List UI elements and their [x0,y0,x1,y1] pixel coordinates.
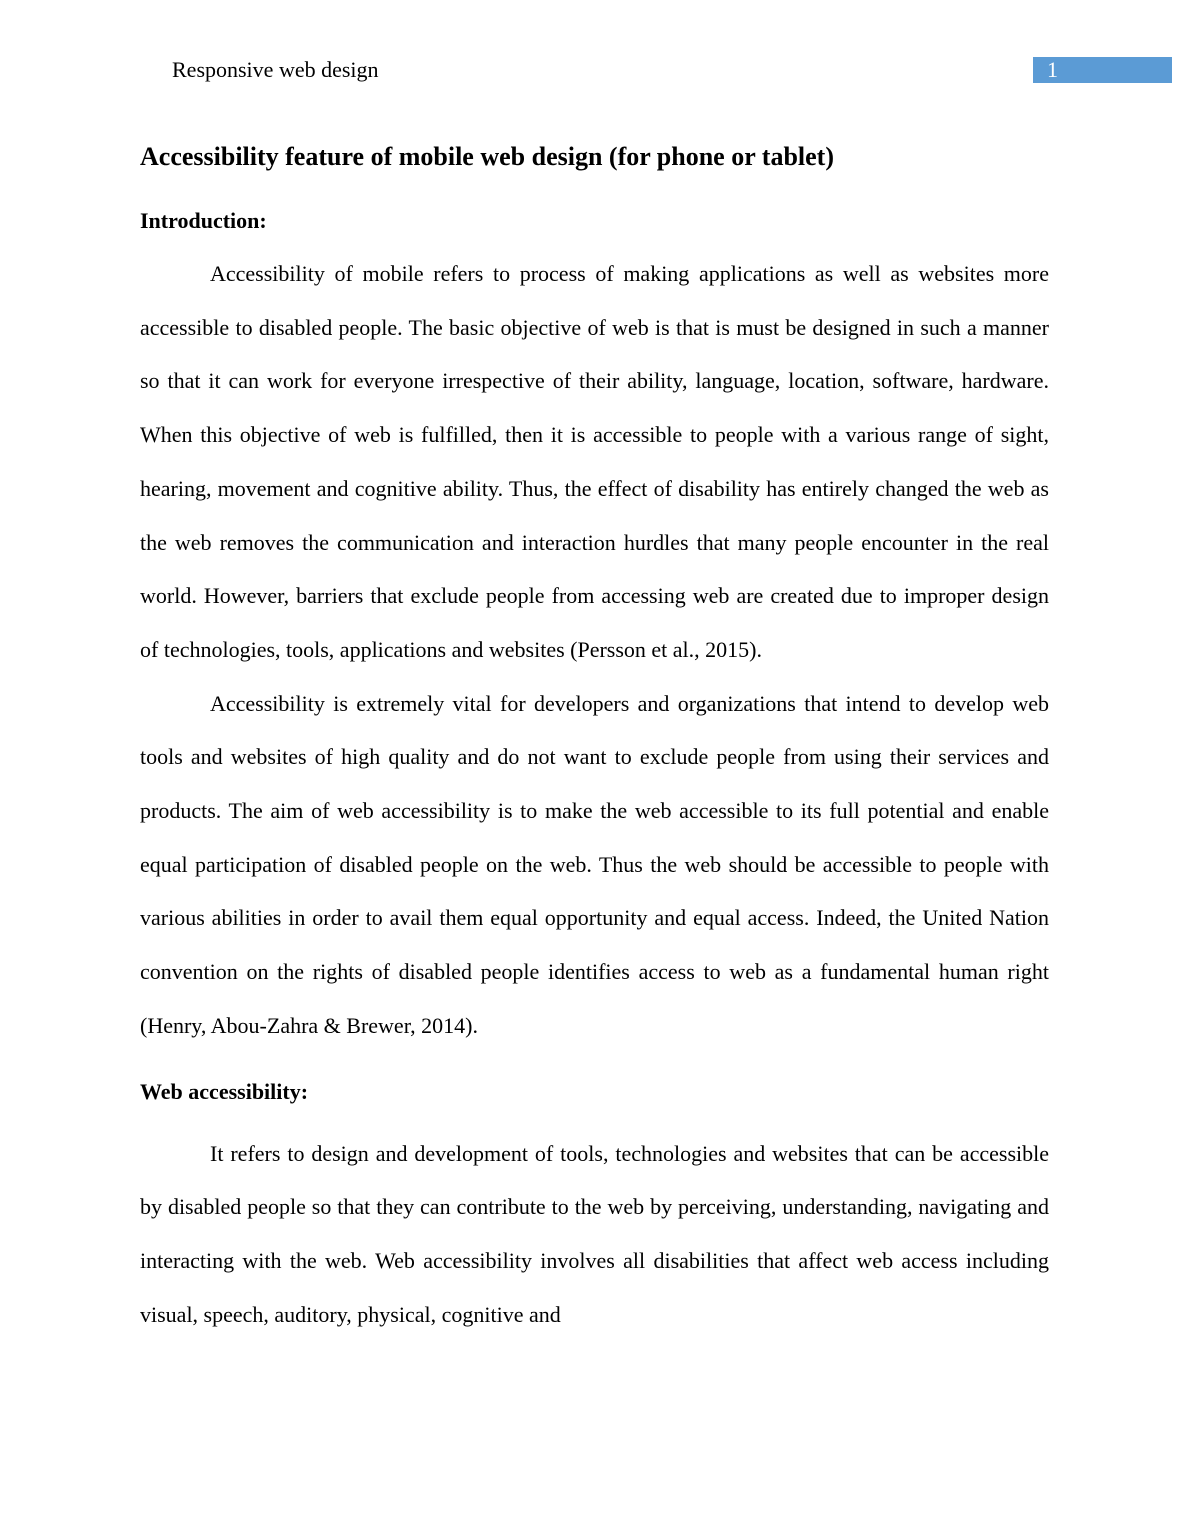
paragraph: Accessibility is extremely vital for developers and organizations that intend to develop web tools and websites of high quality and do not want to exclude people from using their services and products. The aim of web accessibility is to make the web accessible to its full potential and enable equal participation of disabled people on the web. Thus the web should be accessible to people with various abilities in order to avail them equal opportunity and equal access. Indeed, the United Nation convention on the rights of disabled people identifies access to web as a fundamental human right (Henry, Abou-Zahra & Brewer, 2014). [140,690,1049,1038]
paragraph: It refers to design and development of tools, technologies and websites that can be accessible by disabled people so that they can contribute to the web by perceiving, understanding, navigating and interacting with the web. Web accessibility involves all disabilities that affect web access including visual, speech, auditory, physical, cognitive and [140,1140,1049,1327]
running-head: Responsive web design [172,57,379,82]
section-heading-introduction: Introduction: [140,208,267,233]
page-number: 1 [1047,57,1058,82]
document-body [140,138,1049,1341]
page-number-badge [1033,57,1172,83]
section-heading-web-accessibility: Web accessibility: [140,1078,309,1104]
document-title: Accessibility feature of mobile web design (for phone or tablet) [140,142,834,171]
paragraph: Accessibility of mobile refers to process of making applications as well as websites more accessible to disabled people. The basic objective of web is that is must be designed in such a manner so that it can work for everyone irrespective of their ability, language, location, software, hardware. When this objective of web is fulfilled, then it is accessible to people with a various range of sight, hearing, movement and cognitive ability. Thus, the effect of disability has entirely changed the web as the web removes the communication and interaction hurdles that many people encounter in the real world. However, barriers that exclude people from accessing web are created due to improper design of technologies, tools, applications and websites (Persson et al., 2015). [140,261,1049,662]
